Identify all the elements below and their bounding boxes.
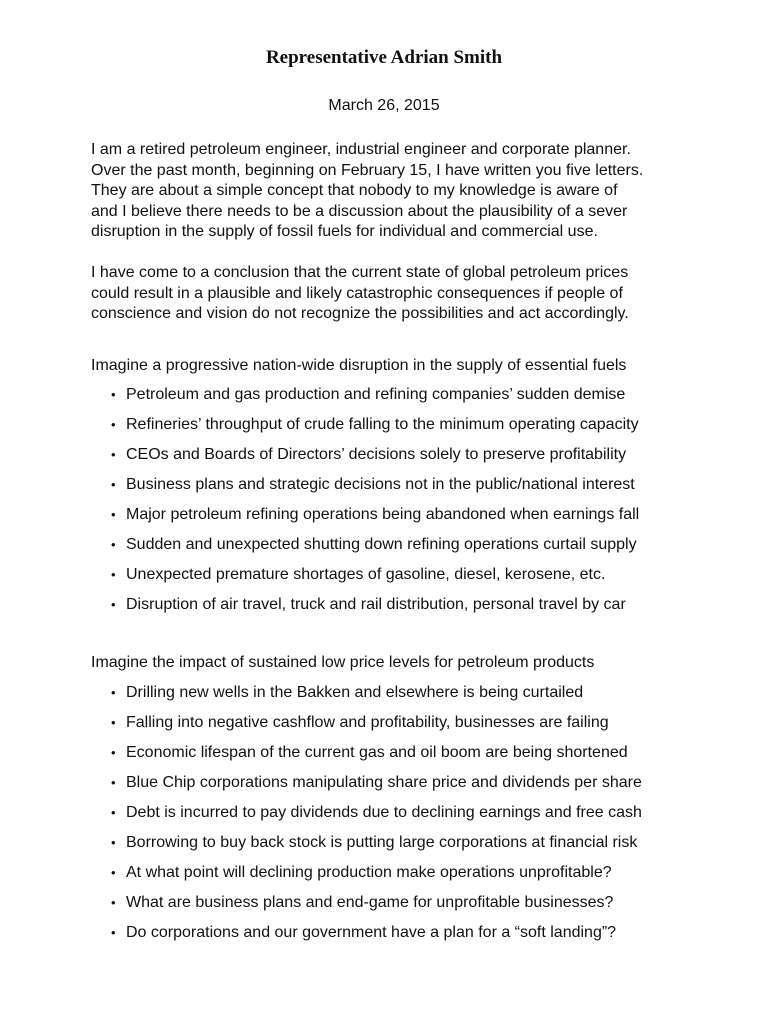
list-item-text: Petroleum and gas production and refining companies’ sudden demise [126,386,626,403]
list-item [111,505,751,535]
section-heading-supply-disruption: Imagine a progressive nation-wide disruption in the supply of essential fuels [91,357,627,374]
list-item [111,773,751,803]
list-item [111,683,751,713]
list-item [111,833,751,863]
list-item-text: What are business plans and end-game for unprofitable businesses? [126,894,614,911]
list-item [111,743,751,773]
conclusion-paragraph [91,263,731,325]
paragraph-line: I am a retired petroleum engineer, industrial engineer and corporate planner. [91,141,631,158]
paragraph-line: They are about a simple concept that nobody to my knowledge is aware of [91,182,618,199]
list-item-text: Do corporations and our government have a plan for a “soft landing”? [126,924,617,941]
list-item-text: Major petroleum refining operations being abandoned when earnings fall [126,506,640,523]
paragraph-line: I have come to a conclusion that the current state of global petroleum prices [91,264,629,281]
bullet-icon: • [111,865,116,880]
bullet-icon: • [111,597,116,612]
bullet-icon: • [111,685,116,700]
bullet-icon: • [111,715,116,730]
list-item-text: Drilling new wells in the Bakken and elsewhere is being curtailed [126,684,584,701]
list-item-text: Falling into negative cashflow and profitability, businesses are failing [126,714,609,731]
list-item-text: Debt is incurred to pay dividends due to declining earnings and free cash [126,804,642,821]
intro-paragraph [91,140,731,243]
bullet-icon: • [111,745,116,760]
bullet-icon: • [111,507,116,522]
section-heading-low-prices: Imagine the impact of sustained low price levels for petroleum products [91,654,595,671]
list-item [111,893,751,923]
bullet-icon: • [111,775,116,790]
list-item-text: Business plans and strategic decisions not in the public/national interest [126,476,635,493]
list-item [111,535,751,565]
paragraph-line: could result in a plausible and likely catastrophic consequences if people of [91,284,623,302]
letter-date: March 26, 2015 [328,97,440,114]
supply-disruption-list [111,385,751,625]
bullet-icon: • [111,447,116,462]
bullet-icon: • [111,805,116,820]
paragraph-line: conscience and vision do not recognize the possibilities and act accordingly. [91,305,629,322]
list-item [111,713,751,743]
bullet-icon: • [111,895,116,910]
list-item-text: At what point will declining production make operations unprofitable? [126,864,612,881]
paragraph-line: Over the past month, beginning on February 15, I have written you five letters. [91,161,644,179]
letter-title: Representative Adrian Smith [265,47,503,68]
list-item-text: Borrowing to buy back stock is putting large corporations at financial risk [126,834,638,851]
low-price-impact-list [111,683,751,953]
list-item-text: Blue Chip corporations manipulating share price and dividends per share [126,774,642,791]
bullet-icon: • [111,567,116,582]
list-item-text: Disruption of air travel, truck and rail distribution, personal travel by car [126,596,626,613]
list-item [111,565,751,595]
list-item-text: Economic lifespan of the current gas and oil boom are being shortened [126,744,628,761]
list-item [111,475,751,505]
list-item-text: CEOs and Boards of Directors’ decisions solely to preserve profitability [126,446,627,463]
list-item-text: Refineries’ throughput of crude falling to the minimum operating capacity [126,416,639,433]
bullet-icon: • [111,387,116,402]
list-item-text: Unexpected premature shortages of gasoline, diesel, kerosene, etc. [126,566,606,583]
list-item [111,445,751,475]
list-item [111,923,751,953]
list-item-text: Sudden and unexpected shutting down refining operations curtail supply [126,536,637,553]
paragraph-line: and I believe there needs to be a discussion about the plausibility of a sever [91,202,628,220]
list-item [111,595,751,625]
list-item [111,863,751,893]
bullet-icon: • [111,417,116,432]
bullet-icon: • [111,925,116,940]
bullet-icon: • [111,835,116,850]
list-item [111,415,751,445]
list-item [111,385,751,415]
bullet-icon: • [111,537,116,552]
paragraph-line: disruption in the supply of fossil fuels for individual and commercial use. [91,223,598,240]
list-item [111,803,751,833]
bullet-icon: • [111,477,116,492]
